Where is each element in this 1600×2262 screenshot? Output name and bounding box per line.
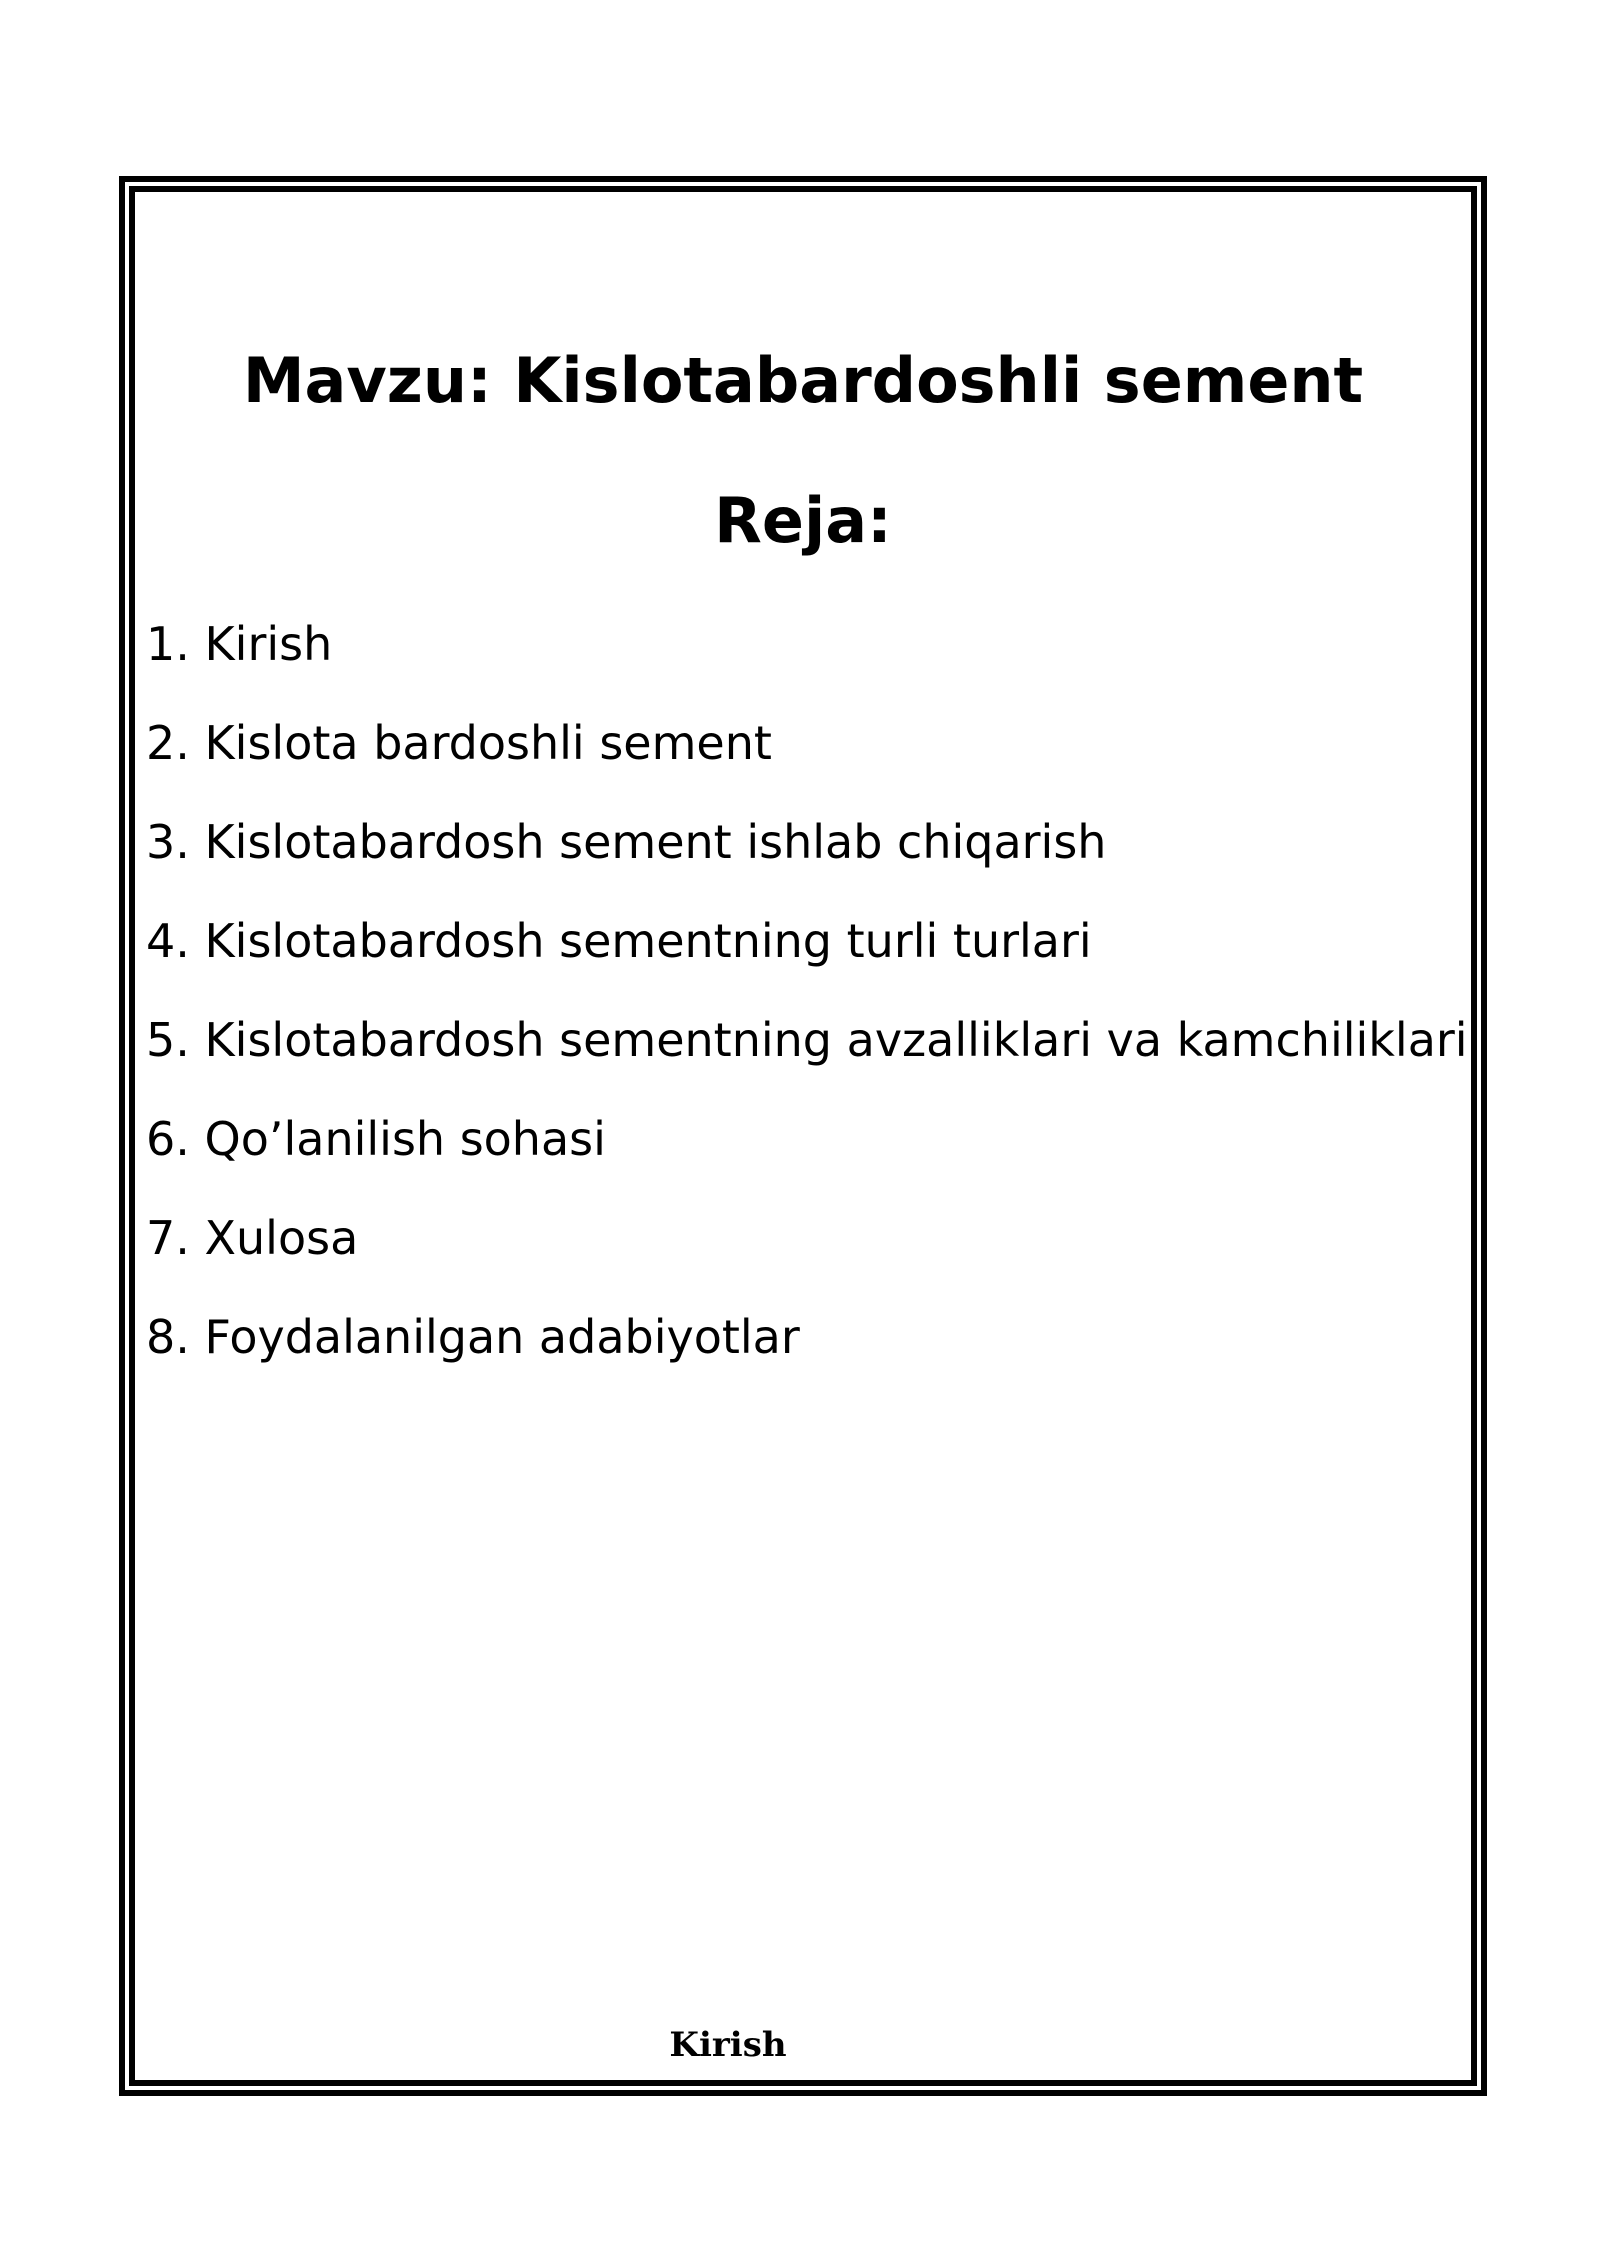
plan-list (146, 604, 1466, 1396)
plan-item: 6. Qo’lanilish sohasi (146, 1112, 606, 1166)
plan-heading: Reja: (714, 484, 892, 557)
plan-item: 2. Kislota bardoshli sement (146, 716, 772, 770)
plan-item: 7. Xulosa (146, 1211, 359, 1265)
plan-item: 1. Kirish (146, 617, 333, 671)
plan-item: 5. Kislotabardosh sementning avzalliklari va kamchiliklari (146, 1013, 1468, 1067)
plan-item: 4. Kislotabardosh sementning turli turlari (146, 914, 1092, 968)
document-title: Mavzu: Kislotabardoshli sement (242, 344, 1364, 417)
plan-item: 3. Kislotabardosh sement ishlab chiqarish (146, 815, 1107, 869)
plan-item: 8. Foydalanilgan adabiyotlar (146, 1310, 800, 1364)
section-heading-kirish: Kirish (669, 2025, 787, 2065)
